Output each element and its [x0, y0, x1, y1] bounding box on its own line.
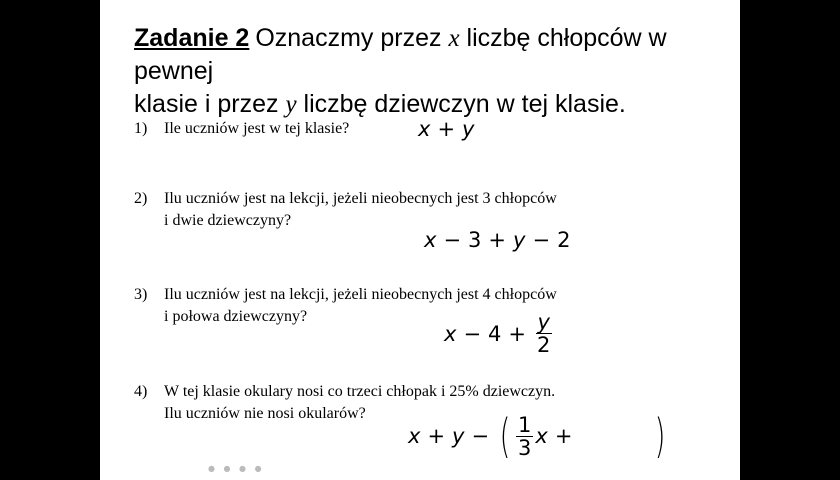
answer-operator: +	[427, 424, 446, 448]
fraction-denominator: 2	[537, 333, 551, 357]
answer-operator: +	[437, 117, 456, 141]
task-var-y: y	[285, 91, 297, 118]
answer-3	[444, 311, 554, 356]
slide-control-dots: ● ● ● ●	[208, 464, 265, 473]
answer-1	[418, 117, 474, 141]
task-statement	[134, 22, 734, 121]
answer-operator: +	[488, 228, 507, 252]
slide-page	[100, 0, 740, 480]
question-text-continued: i połowa dziewczyny?	[164, 308, 308, 325]
answer-operator: +	[508, 321, 527, 346]
fraction	[516, 414, 533, 459]
task-line2-b: liczbę dziewczyn w tej klasie.	[303, 90, 626, 118]
answer-term: x	[444, 321, 457, 346]
task-line2-a: klasie i przez	[134, 90, 279, 118]
answer-operator: −	[471, 424, 490, 448]
answer-term: y	[452, 424, 465, 448]
question-1	[134, 118, 349, 140]
answer-term: x	[408, 424, 421, 448]
answer-operator: −	[463, 321, 482, 346]
answer-number: 3	[468, 228, 482, 252]
answer-number: 4	[488, 321, 502, 346]
question-text: W tej klasie okulary nosi co trzeci chłopak i 25% dziewczyn.	[164, 383, 556, 400]
answer-number: 2	[557, 228, 571, 252]
answer-4	[408, 409, 669, 463]
question-text: Ile uczniów jest w tej klasie?	[164, 120, 350, 137]
answer-term: y	[462, 117, 475, 141]
question-number: 4)	[134, 383, 148, 400]
answer-term: x	[535, 424, 548, 448]
task-line1-b: liczbę chłopców w pewnej	[134, 24, 667, 85]
fraction-denominator: 3	[518, 435, 532, 460]
question-text-continued: i dwie dziewczyny?	[164, 212, 292, 229]
answer-term: x	[424, 228, 437, 252]
fraction-numerator: 1	[518, 412, 532, 437]
question-text: Ilu uczniów jest na lekcji, jeżeli nieobecnych jest 3 chłopców	[164, 190, 557, 207]
fraction-numerator: y	[537, 310, 550, 334]
answer-term: x	[418, 117, 431, 141]
task-line1-a: Oznaczmy przez	[255, 24, 442, 52]
question-text-continued: Ilu uczniów nie nosi okularów?	[164, 405, 366, 422]
answer-operator: +	[554, 424, 573, 448]
question-number: 2)	[134, 190, 148, 207]
question-text: Ilu uczniów jest na lekcji, jeżeli nieobecnych jest 4 chłopców	[164, 286, 557, 303]
fraction	[535, 311, 552, 356]
answer-2	[424, 228, 570, 252]
question-number: 3)	[134, 286, 148, 303]
answer-term: y	[513, 228, 526, 252]
left-paren: (	[499, 409, 511, 463]
answer-operator: −	[443, 228, 462, 252]
question-2	[134, 188, 557, 232]
task-var-x: x	[448, 25, 460, 52]
right-paren: )	[655, 409, 666, 463]
task-label: Zadanie 2	[134, 24, 250, 52]
answer-operator: −	[532, 228, 551, 252]
question-number: 1)	[134, 120, 148, 137]
